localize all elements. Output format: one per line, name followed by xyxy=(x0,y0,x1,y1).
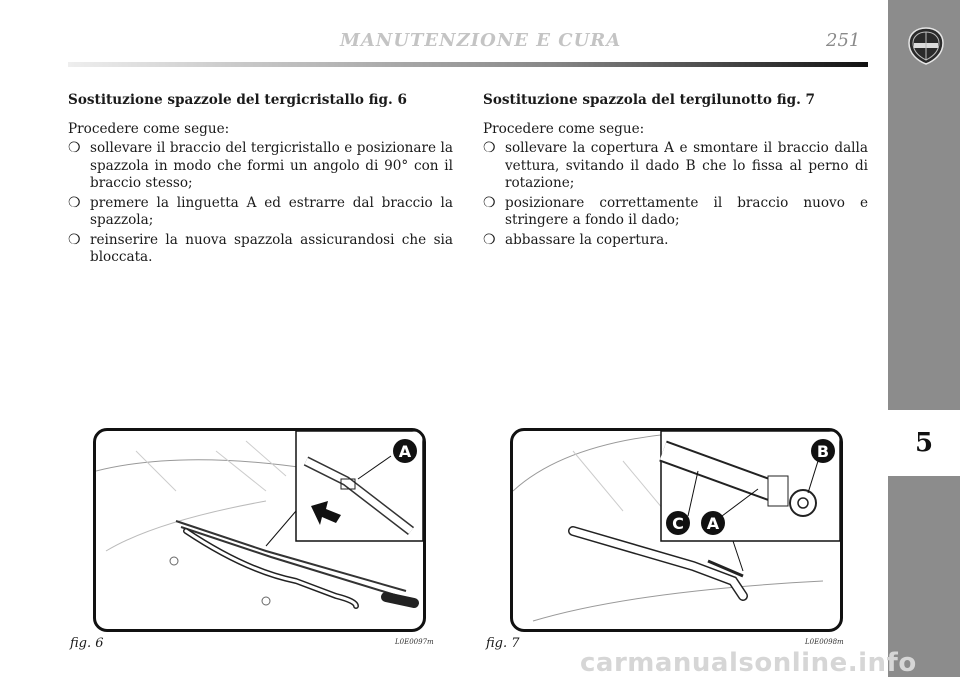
figure-7-illustration xyxy=(510,428,843,632)
watermark: carmanualsonline.info xyxy=(580,648,917,678)
callout-a-label: A xyxy=(706,514,720,533)
right-column xyxy=(483,92,868,251)
lancia-shield-icon xyxy=(906,26,946,66)
chapter-tab: 5 xyxy=(888,410,960,476)
bullet-icon: ❍ xyxy=(68,194,81,211)
callout-b-label: B xyxy=(816,442,830,461)
list-item: ❍ abbassare la copertura. xyxy=(483,231,669,248)
section-title: Sostituzione spazzola del tergilunotto fig. 7 xyxy=(483,92,816,108)
intro-text: Procedere come segue: xyxy=(68,120,230,137)
windscreen-wiper-drawing xyxy=(96,431,423,629)
running-header-title: MANUTENZIONE E CURA xyxy=(340,30,622,51)
bullet-icon: ❍ xyxy=(68,231,81,248)
page-number: 251 xyxy=(826,30,861,51)
bullet-icon: ❍ xyxy=(483,231,496,248)
figure-6-illustration xyxy=(93,428,426,632)
chapter-sidebar xyxy=(888,0,960,677)
intro-text: Procedere come segue: xyxy=(483,120,645,137)
figure-7-caption: fig. 7 xyxy=(486,636,520,651)
list-item: ❍ premere la linguetta A ed estrarre dal braccio la spazzola; xyxy=(68,194,453,228)
figure-6-caption: fig. 6 xyxy=(70,636,104,651)
bullet-icon: ❍ xyxy=(483,140,496,156)
list-item: ❍ posizionare correttamente il braccio nuovo e stringere a fondo il dado; xyxy=(483,194,868,228)
header-rule xyxy=(68,62,868,67)
callout-a-label: A xyxy=(398,442,412,461)
list-item: ❍ sollevare il braccio del tergicristallo e posizionare la spazzola in modo che formi un angolo di 90° con il braccio stesso; xyxy=(68,140,453,191)
list-item: ❍ sollevare la copertura A e smontare il braccio dalla vettura, svitando il dado B che lo fissa al perno di rotazione; xyxy=(483,140,868,191)
figure-7-code: L0E0098m xyxy=(805,638,844,646)
bullet-icon: ❍ xyxy=(68,140,81,156)
section-title: Sostituzione spazzole del tergicristallo fig. 6 xyxy=(68,92,407,108)
list-item: ❍ reinserire la nuova spazzola assicurandosi che sia bloccata. xyxy=(68,231,453,265)
figure-6-code: L0E0097m xyxy=(395,638,434,646)
bullet-icon: ❍ xyxy=(483,194,496,211)
rear-wiper-drawing xyxy=(513,431,840,629)
left-column xyxy=(68,92,453,269)
callout-c-label: C xyxy=(672,514,684,533)
